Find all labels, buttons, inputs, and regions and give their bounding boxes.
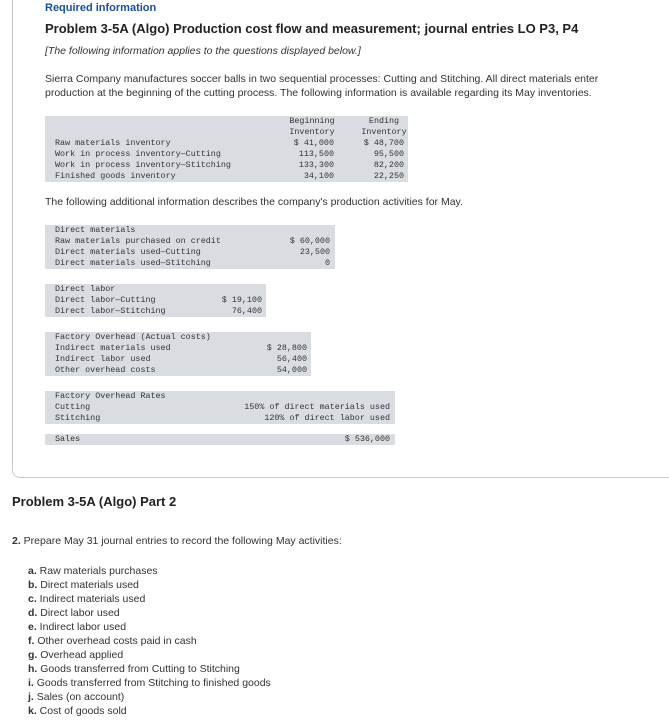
required-information-label: Required information xyxy=(45,2,157,14)
factory-overhead-row-value: $ 28,800 xyxy=(266,343,307,353)
inventory-row-beginning: $ 41,000 xyxy=(293,138,334,148)
activity-list xyxy=(28,564,271,718)
sales-value: $ 536,000 xyxy=(344,434,390,444)
factory-overhead-row-label: Indirect labor used xyxy=(55,354,151,364)
sales-label: Sales xyxy=(55,434,81,444)
overhead-rates-row-label: Cutting xyxy=(55,402,91,412)
list-item: e. Indirect labor used xyxy=(28,621,127,633)
direct-labor-row-label: Direct labor—Cutting xyxy=(55,295,156,305)
factory-overhead-heading: Factory Overhead (Actual costs) xyxy=(55,332,211,342)
overhead-rates-row-value: 150% of direct materials used xyxy=(244,402,390,412)
question-number: 2. xyxy=(12,535,21,547)
inventory-row-label: Raw materials inventory xyxy=(55,138,171,148)
ending-header-2: Inventory xyxy=(361,127,407,137)
direct-labor-row-value: $ 19,100 xyxy=(221,295,262,305)
inventory-row-beginning: 34,100 xyxy=(303,171,334,181)
inventory-row-ending: 95,500 xyxy=(373,149,404,159)
list-item: j. Sales (on account) xyxy=(28,691,125,703)
list-item: h. Goods transferred from Cutting to Stitching xyxy=(28,663,240,675)
list-item: c. Indirect materials used xyxy=(28,593,146,605)
direct-labor-row-value: 76,400 xyxy=(231,306,262,316)
inventory-row-label: Work in process inventory—Cutting xyxy=(55,149,221,159)
problem-title: Problem 3-5A (Algo) Production cost flow and measurement; journal entries LO P3, P4 xyxy=(45,21,579,36)
ending-header-1: Ending xyxy=(368,116,400,126)
inventory-row-beginning: 113,500 xyxy=(298,149,334,159)
list-item: i. Goods transferred from Stitching to finished goods xyxy=(28,677,271,689)
info-note: [The following information applies to the questions displayed below.] xyxy=(45,45,361,57)
direct-labor-row-label: Direct labor—Stitching xyxy=(55,306,166,316)
inventory-row-ending: 22,250 xyxy=(373,171,404,181)
inventory-row-label: Finished goods inventory xyxy=(55,171,176,181)
direct-materials-heading: Direct materials xyxy=(55,225,136,235)
inventory-row-beginning: 133,300 xyxy=(298,160,334,170)
additional-info-text: The following additional information describes the company's production activities for May. xyxy=(45,196,463,208)
inventory-row-label: Work in process inventory—Stitching xyxy=(55,160,231,170)
factory-overhead-row-label: Other overhead costs xyxy=(55,365,156,375)
question-prompt xyxy=(12,535,342,547)
list-item: k. Cost of goods sold xyxy=(28,705,127,717)
direct-materials-row-label: Raw materials purchased on credit xyxy=(55,236,221,246)
direct-materials-row-value: 23,500 xyxy=(299,247,330,257)
overhead-rates-row-value: 120% of direct labor used xyxy=(264,413,390,423)
factory-overhead-row-label: Indirect materials used xyxy=(55,343,171,353)
list-item: f. Other overhead costs paid in cash xyxy=(28,635,197,647)
inventory-row-ending: 82,200 xyxy=(373,160,404,170)
direct-materials-row-value: $ 60,000 xyxy=(289,236,330,246)
intro-paragraph: Sierra Company manufactures soccer balls in two sequential processes: Cutting and Stitching. All direct materials enter production at the beginning of the cutting process. The following information is available regarding its May inventories. xyxy=(45,73,599,99)
factory-overhead-row-value: 56,400 xyxy=(276,354,307,364)
factory-overhead-row-value: 54,000 xyxy=(276,365,307,375)
direct-labor-heading: Direct labor xyxy=(55,284,116,294)
list-item: g. Overhead applied xyxy=(28,649,124,661)
list-item: d. Direct labor used xyxy=(28,607,120,619)
overhead-rates-row-label: Stitching xyxy=(55,413,101,423)
part-title: Problem 3-5A (Algo) Part 2 xyxy=(12,494,177,509)
list-item: a. Raw materials purchases xyxy=(28,565,158,577)
direct-materials-row-label: Direct materials used—Stitching xyxy=(55,258,211,268)
beginning-header-1: Beginning xyxy=(289,116,335,126)
overhead-rates-heading: Factory Overhead Rates xyxy=(55,391,166,401)
list-item: b. Direct materials used xyxy=(28,579,139,591)
question-text: Prepare May 31 journal entries to record the following May activities: xyxy=(20,535,342,547)
direct-materials-row-label: Direct materials used—Cutting xyxy=(55,247,201,257)
beginning-header-2: Inventory xyxy=(289,127,335,137)
inventory-row-ending: $ 48,700 xyxy=(363,138,404,148)
direct-materials-row-value: 0 xyxy=(324,258,330,268)
